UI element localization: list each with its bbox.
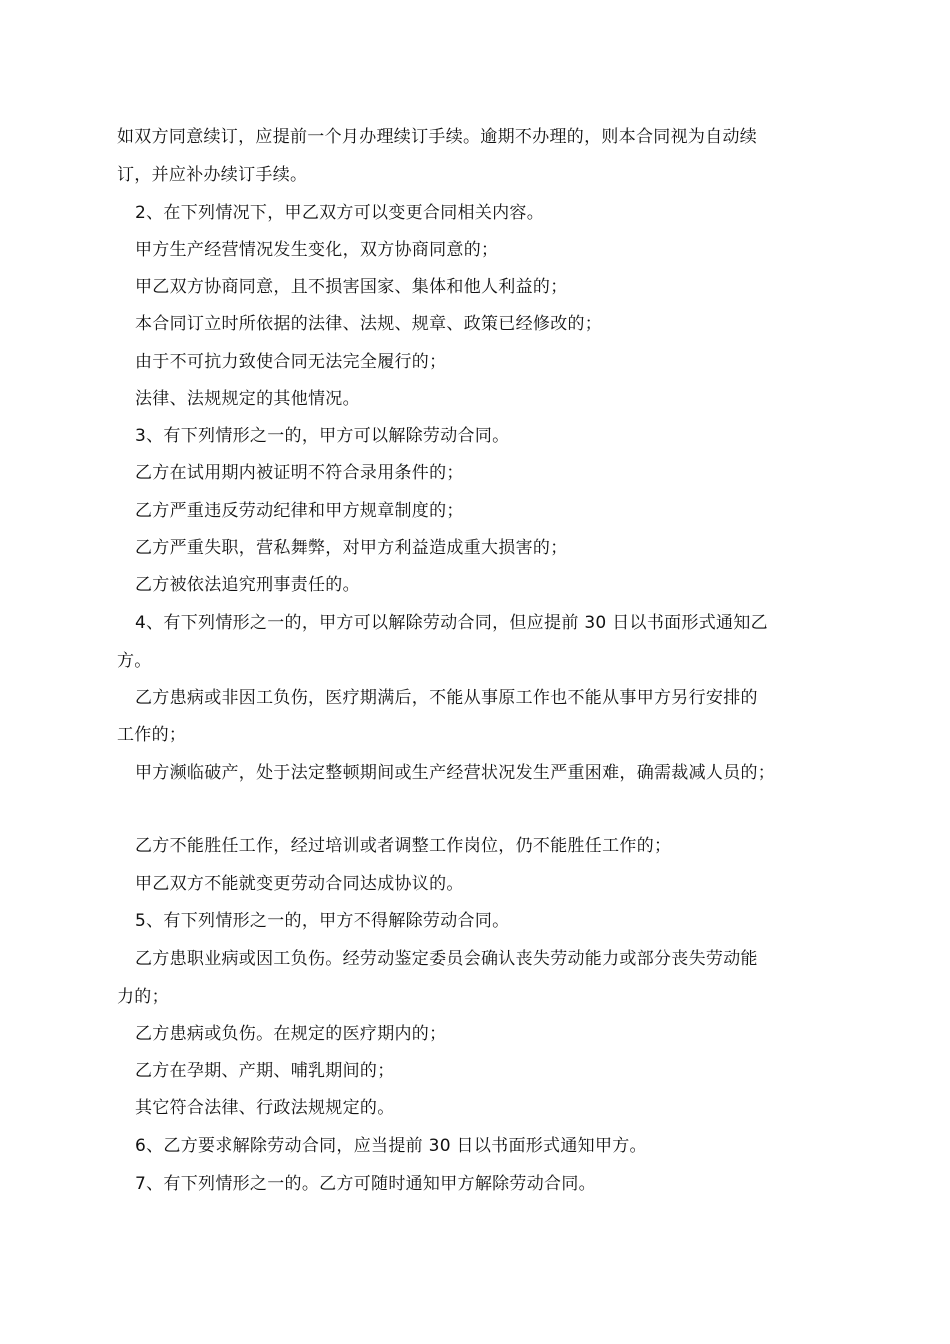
list-item: 乙方患病或非因工负伤，医疗期满后，不能从事原工作也不能从事甲方另行安排的 bbox=[135, 688, 758, 708]
list-item: 甲方濒临破产，处于法定整顿期间或生产经营状况发生严重困难，确需裁减人员的； bbox=[135, 763, 776, 783]
clause-heading: 3、有下列情形之一的，甲方可以解除劳动合同。 bbox=[135, 426, 510, 446]
list-item: 乙方患病或负伤。在规定的医疗期内的； bbox=[135, 1024, 447, 1044]
paragraph-line: 如双方同意续订，应提前一个月办理续订手续。逾期不办理的，则本合同视为自动续 bbox=[117, 127, 758, 147]
clause-heading: 4、有下列情形之一的，甲方可以解除劳动合同，但应提前 30 日以书面形式通知乙 bbox=[135, 613, 768, 633]
list-item: 甲乙双方协商同意，且不损害国家、集体和他人利益的； bbox=[135, 277, 568, 297]
list-item: 甲乙双方不能就变更劳动合同达成协议的。 bbox=[135, 874, 464, 894]
list-item: 乙方被依法追究刑事责任的。 bbox=[135, 575, 360, 595]
list-item: 乙方不能胜任工作，经过培训或者调整工作岗位，仍不能胜任工作的； bbox=[135, 836, 672, 856]
paragraph-line: 工作的； bbox=[117, 725, 187, 745]
clause-heading: 2、在下列情况下，甲乙双方可以变更合同相关内容。 bbox=[135, 203, 545, 223]
list-item: 本合同订立时所依据的法律、法规、规章、政策已经修改的； bbox=[135, 314, 603, 334]
list-item: 由于不可抗力致使合同无法完全履行的； bbox=[135, 352, 447, 372]
list-item: 乙方严重失职，营私舞弊，对甲方利益造成重大损害的； bbox=[135, 538, 568, 558]
list-item: 法律、法规规定的其他情况。 bbox=[135, 389, 360, 409]
list-item: 甲方生产经营情况发生变化，双方协商同意的； bbox=[135, 240, 499, 260]
clause-heading: 5、有下列情形之一的，甲方不得解除劳动合同。 bbox=[135, 911, 510, 931]
list-item: 其它符合法律、行政法规规定的。 bbox=[135, 1098, 395, 1118]
list-item: 乙方患职业病或因工负伤。经劳动鉴定委员会确认丧失劳动能力或部分丧失劳动能 bbox=[135, 949, 758, 969]
list-item: 乙方在孕期、产期、哺乳期间的； bbox=[135, 1061, 395, 1081]
list-item: 乙方严重违反劳动纪律和甲方规章制度的； bbox=[135, 501, 464, 521]
list-item: 乙方在试用期内被证明不符合录用条件的； bbox=[135, 463, 464, 483]
paragraph-line: 力的； bbox=[117, 987, 169, 1007]
clause-heading: 7、有下列情形之一的。乙方可随时通知甲方解除劳动合同。 bbox=[135, 1174, 596, 1194]
paragraph-line: 方。 bbox=[117, 651, 152, 671]
clause-heading: 6、乙方要求解除劳动合同，应当提前 30 日以书面形式通知甲方。 bbox=[135, 1136, 647, 1156]
paragraph-line: 订，并应补办续订手续。 bbox=[117, 165, 308, 185]
